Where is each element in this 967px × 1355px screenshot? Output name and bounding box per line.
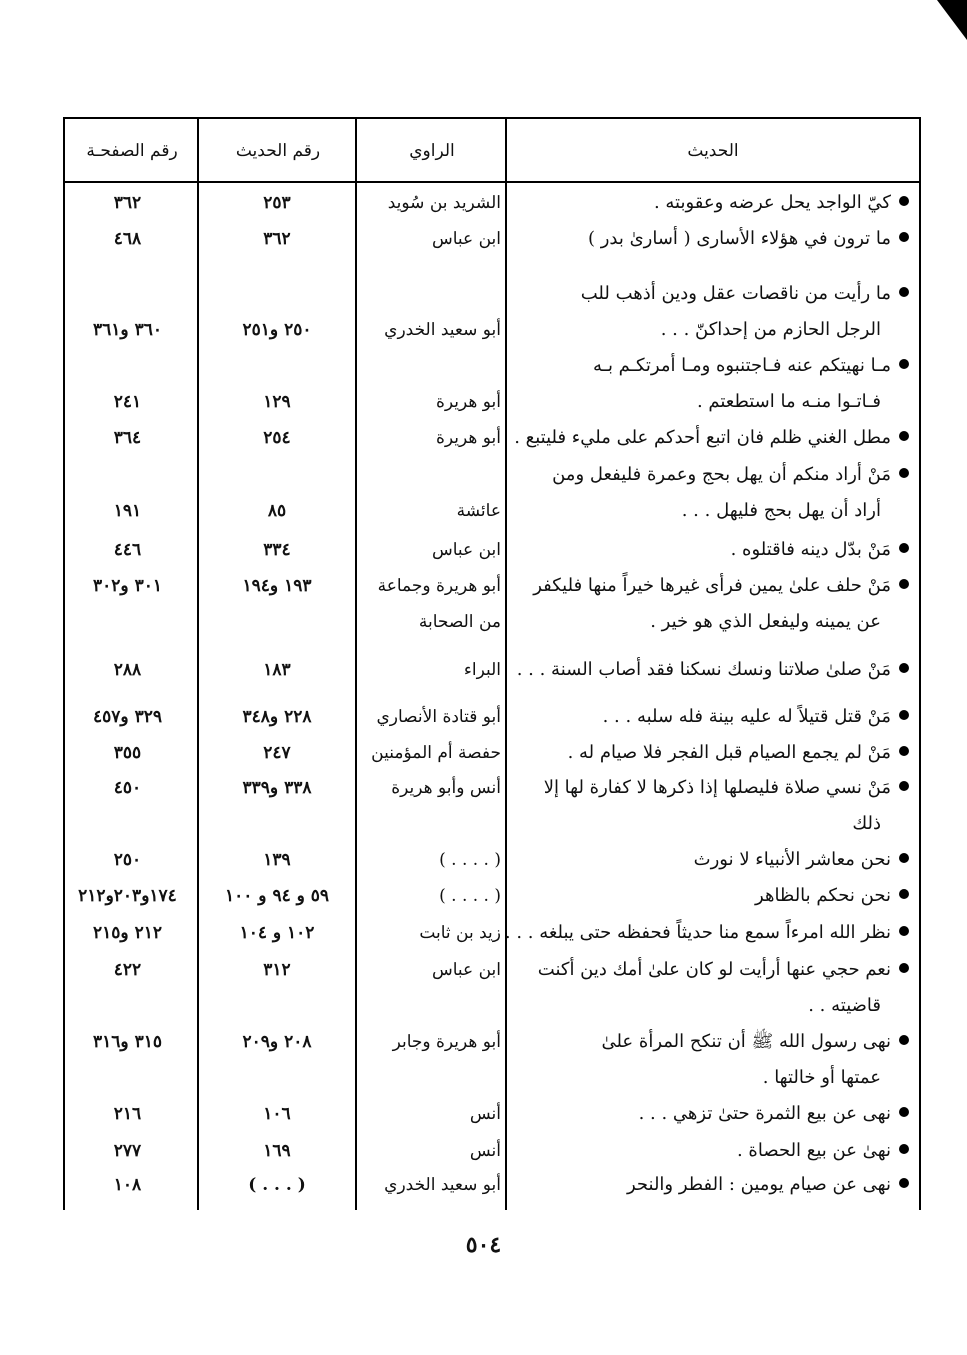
bullet-icon bbox=[899, 963, 909, 973]
narrator-line: أبو سعيد الخدري bbox=[384, 1175, 501, 1195]
hadith-number: ٢٥٠ و٢٥١ bbox=[242, 320, 312, 340]
hadith-text bbox=[514, 878, 909, 914]
bullet-icon bbox=[899, 543, 909, 553]
hadith-line bbox=[514, 1096, 909, 1132]
hadith-text bbox=[514, 221, 909, 257]
hadith-number: ٢٠٨ و٢٠٩ bbox=[242, 1032, 312, 1052]
narrator bbox=[361, 652, 501, 688]
narrator-line: الشريد بن سُويد bbox=[387, 193, 501, 213]
hadith-line-text: نحن معاشر الأنبياء لا نورث bbox=[693, 849, 891, 870]
narrator bbox=[361, 312, 501, 348]
narrator-line: أبو هريرة bbox=[435, 392, 501, 412]
hadith-line bbox=[514, 770, 909, 806]
page-reference: ٢٥٠ bbox=[113, 850, 142, 870]
narrator-line: ابن عباس bbox=[431, 540, 501, 560]
hadith-line-text: الرجل الحازم من إحداكنّ . . . bbox=[660, 319, 881, 340]
hadith-line-text: نحن نحكم بالظاهر bbox=[755, 885, 891, 906]
hadith-line-text: ما ترون في هؤلاء الأسارى ( أسارىٰ بدر ) bbox=[587, 228, 891, 249]
hadith-line-text: ذلك bbox=[852, 813, 881, 834]
narrator-line: ( . . . . ) bbox=[439, 850, 501, 870]
hadith-text bbox=[514, 568, 909, 640]
hadith-line bbox=[514, 842, 909, 878]
hadith-text bbox=[514, 276, 909, 348]
hadith-number: ٣١٢ bbox=[263, 960, 291, 980]
hadith-text bbox=[514, 1167, 909, 1203]
hadith-text bbox=[514, 842, 909, 878]
narrator bbox=[361, 770, 501, 806]
bullet-icon bbox=[899, 663, 909, 673]
narrator bbox=[361, 735, 501, 771]
hadith-line bbox=[514, 1167, 909, 1203]
page-reference: ٢٤١ bbox=[113, 392, 142, 412]
narrator-line: ( . . . . ) bbox=[439, 886, 501, 906]
bullet-icon bbox=[899, 710, 909, 720]
hadith-line bbox=[514, 493, 909, 529]
hadith-text bbox=[514, 348, 909, 420]
hadith-number: ١٠٦ bbox=[263, 1104, 291, 1124]
bullet-icon bbox=[899, 1178, 909, 1188]
bullet-icon bbox=[899, 889, 909, 899]
hadith-text bbox=[514, 457, 909, 529]
narrator bbox=[361, 699, 501, 735]
page-number: ٥٠٤ bbox=[465, 1232, 502, 1258]
narrator bbox=[361, 1096, 501, 1132]
hadith-line bbox=[514, 1133, 909, 1169]
narrator-line: أبو سعيد الخدري bbox=[384, 320, 501, 340]
hadith-number: ١٢٩ bbox=[263, 392, 291, 412]
header-page-number: رقم الصفحـة bbox=[86, 141, 178, 161]
narrator-line: أبو هريرة وجماعة bbox=[377, 576, 501, 596]
hadith-text bbox=[514, 699, 909, 735]
hadith-line-text: فـاتـوا منـه ما استطعتم . bbox=[696, 391, 881, 412]
hadith-text bbox=[514, 952, 909, 1024]
hadith-line bbox=[514, 532, 909, 568]
narrator-line: أنس وأبو هريرة bbox=[391, 778, 501, 798]
hadith-text bbox=[514, 1024, 909, 1096]
page-reference: ٣٢٩ و٤٥٧ bbox=[93, 707, 162, 727]
bullet-icon bbox=[899, 1107, 909, 1117]
hadith-line bbox=[514, 699, 909, 735]
bullet-icon bbox=[899, 1144, 909, 1154]
narrator bbox=[361, 532, 501, 568]
narrator bbox=[361, 1024, 501, 1060]
column-divider bbox=[505, 119, 507, 1210]
bullet-icon bbox=[899, 287, 909, 297]
bullet-icon bbox=[899, 431, 909, 441]
hadith-line bbox=[514, 420, 909, 456]
hadith-text bbox=[504, 915, 909, 951]
hadith-line bbox=[514, 952, 909, 988]
hadith-line-text: مَنْ لم يجمع الصيام قبل الفجر فلا صيام له . bbox=[567, 742, 891, 763]
hadith-number: ١٠٢ و ١٠٤ bbox=[239, 923, 315, 943]
hadith-line-text: مَنْ قتل قتيلاً له عليه بينة فله سلبه . . . bbox=[602, 706, 891, 727]
hadith-line bbox=[514, 276, 909, 312]
narrator bbox=[361, 420, 501, 456]
hadith-line-text: كيّ الواجد يحل عرضه وعقوبته . bbox=[653, 192, 891, 213]
hadith-line-text: مَنْ أراد منكم أن يهل بحج وعمرة فليفعل ومن bbox=[552, 464, 891, 485]
hadith-line bbox=[514, 312, 909, 348]
hadith-line-text: نهى عن صيام يومين : الفطر والنحر bbox=[626, 1174, 891, 1195]
bullet-icon bbox=[899, 196, 909, 206]
page-reference: ٣٦٢ bbox=[113, 193, 142, 213]
hadith-number: ١٨٣ bbox=[263, 660, 291, 680]
page-reference: ٣٦٠ و٣٦١ bbox=[93, 320, 162, 340]
hadith-line-text: عن يمينه وليفعل الذي هو خير . bbox=[650, 611, 881, 632]
header-hadith: الحديث bbox=[687, 141, 739, 161]
hadith-line bbox=[514, 604, 909, 640]
narrator-line: ابن عباس bbox=[431, 229, 501, 249]
hadith-number: ٢٢٨ و٣٤٨ bbox=[242, 707, 312, 727]
narrator bbox=[361, 1167, 501, 1203]
hadith-line-text: عمتها أو خالتها . bbox=[762, 1067, 881, 1088]
page-reference: ٣٥٥ bbox=[113, 743, 142, 763]
hadith-line-text: مطل الغني ظلم فان اتبع أحدكم على مليء فليتبع . bbox=[514, 427, 891, 448]
hadith-line-text: نظر الله امرءاً سمع منا حديثاً فحفظه حتى يبلغه . . . bbox=[504, 922, 891, 943]
hadith-line bbox=[514, 221, 909, 257]
hadith-line bbox=[504, 915, 909, 951]
hadith-text bbox=[514, 770, 909, 842]
narrator-line: البراء bbox=[463, 660, 501, 680]
hadith-number: ٣٦٢ bbox=[263, 229, 291, 249]
hadith-line-text: ما رأيت من ناقصات عقل ودين أذهب للب bbox=[580, 283, 891, 304]
corner-mark bbox=[937, 0, 967, 40]
page-reference: ٣٦٤ bbox=[113, 428, 142, 448]
bullet-icon bbox=[899, 468, 909, 478]
hadith-number: ٣٣٤ bbox=[263, 540, 291, 560]
hadith-text bbox=[514, 652, 909, 688]
narrator-line: أبو هريرة bbox=[435, 428, 501, 448]
hadith-number: ٢٥٣ bbox=[263, 193, 291, 213]
narrator bbox=[361, 568, 501, 640]
page-reference: ٣٠١ و٣٠٢ bbox=[93, 576, 162, 596]
narrator-line: من الصحابة bbox=[418, 612, 501, 632]
bullet-icon bbox=[899, 926, 909, 936]
page-reference: ٢٧٧ bbox=[113, 1141, 142, 1161]
bullet-icon bbox=[899, 579, 909, 589]
bullet-icon bbox=[899, 853, 909, 863]
narrator bbox=[361, 185, 501, 221]
narrator bbox=[361, 915, 501, 951]
hadith-line-text: مَنْ بدّل دينه فاقتلوه . bbox=[730, 539, 891, 560]
page-reference: ٢١٦ bbox=[113, 1104, 142, 1124]
hadith-line bbox=[514, 988, 909, 1024]
hadith-text bbox=[514, 1096, 909, 1132]
narrator bbox=[361, 221, 501, 257]
page-reference: ١٧٤و٢٠٣و٢١٢ bbox=[78, 886, 177, 906]
bullet-icon bbox=[899, 746, 909, 756]
hadith-line bbox=[514, 878, 909, 914]
hadith-text bbox=[514, 185, 909, 221]
hadith-text bbox=[514, 1133, 909, 1169]
hadith-line-text: نهى رسول الله ﷺ أن تنكح المرأة علىٰ bbox=[601, 1031, 891, 1052]
page-reference: ٢١٢ و٢١٥ bbox=[93, 923, 162, 943]
bullet-icon bbox=[899, 359, 909, 369]
hadith-index-table bbox=[63, 117, 921, 1210]
hadith-line bbox=[514, 185, 909, 221]
bullet-icon bbox=[899, 1035, 909, 1045]
bullet-icon bbox=[899, 232, 909, 242]
column-divider bbox=[355, 119, 357, 1210]
header-hadith-number: رقم الحديث bbox=[235, 141, 321, 161]
narrator bbox=[361, 384, 501, 420]
hadith-line bbox=[514, 457, 909, 493]
narrator bbox=[361, 1133, 501, 1169]
hadith-line-text: نعم حجي عنها أرأيت لو كان علىٰ أمك دين أكنت bbox=[537, 959, 891, 980]
hadith-number: ١٣٩ bbox=[263, 850, 291, 870]
hadith-number: ٢٥٤ bbox=[263, 428, 291, 448]
page-reference: ٤٤٦ bbox=[113, 540, 142, 560]
hadith-line bbox=[514, 735, 909, 771]
page-reference: ٤٢٢ bbox=[113, 960, 142, 980]
hadith-line-text: أراد أن يهل بحج فليهل . . . bbox=[681, 500, 881, 521]
page-reference: ٣١٥ و٣١٦ bbox=[93, 1032, 162, 1052]
narrator bbox=[361, 952, 501, 988]
page-reference: ٢٨٨ bbox=[113, 660, 142, 680]
hadith-line-text: قاضيته . . bbox=[808, 995, 881, 1016]
column-divider bbox=[197, 119, 199, 1210]
hadith-number: ١٩٣ و١٩٤ bbox=[242, 576, 312, 596]
hadith-line bbox=[514, 348, 909, 384]
hadith-line-text: مَنْ نسي صلاة فليصلها إذا ذكرها لا كفارة لها إلا bbox=[543, 777, 891, 798]
narrator-line: أبو هريرة وجابر bbox=[392, 1032, 501, 1052]
hadith-line bbox=[514, 1024, 909, 1060]
narrator-line: ابن عباس bbox=[431, 960, 501, 980]
narrator-line: حفصة أم المؤمنين bbox=[371, 743, 501, 763]
hadith-line-text: مـا نهيتكم عنه فـاجتنبوه ومـا أمرتكـم بـه bbox=[593, 355, 891, 376]
hadith-number: ٢٤٧ bbox=[263, 743, 291, 763]
header-narrator: الراوي bbox=[409, 141, 455, 161]
hadith-number: ١٦٩ bbox=[263, 1141, 291, 1161]
narrator-line: أبو قتادة الأنصاري bbox=[376, 707, 501, 727]
narrator-line: أنس bbox=[469, 1104, 501, 1124]
hadith-text bbox=[514, 532, 909, 568]
hadith-line-text: نهى عن بيع الثمرة حتىٰ تزهي . . . bbox=[638, 1103, 891, 1124]
page-reference: ١٩١ bbox=[113, 501, 142, 521]
narrator bbox=[361, 878, 501, 914]
narrator-line: أنس bbox=[469, 1141, 501, 1161]
hadith-number: ( . . . ) bbox=[248, 1175, 306, 1195]
hadith-line bbox=[514, 806, 909, 842]
page-reference: ١٠٨ bbox=[113, 1175, 142, 1195]
narrator bbox=[361, 493, 501, 529]
page-reference: ٤٦٨ bbox=[113, 229, 142, 249]
hadith-line-text: نهىٰ عن بيع الحصاة . bbox=[736, 1140, 891, 1161]
hadith-number: ٨٥ bbox=[267, 501, 287, 521]
hadith-line-text: مَنْ صلىٰ صلاتنا ونسك نسكنا فقد أصاب السنة . . . bbox=[516, 659, 891, 680]
hadith-line-text: مَنْ حلف علىٰ يمين فرأى غيرها خيراً منها فليكفر bbox=[533, 575, 891, 596]
narrator-line: عائشة bbox=[456, 501, 501, 521]
hadith-number: ٥٩ و ٩٤ و ١٠٠ bbox=[224, 886, 330, 906]
hadith-line bbox=[514, 652, 909, 688]
hadith-text bbox=[514, 420, 909, 456]
narrator bbox=[361, 842, 501, 878]
narrator-line: زيد بن ثابت bbox=[419, 923, 501, 943]
bullet-icon bbox=[899, 781, 909, 791]
hadith-line bbox=[514, 568, 909, 604]
hadith-text bbox=[514, 735, 909, 771]
hadith-number: ٣٣٨ و٣٣٩ bbox=[242, 778, 312, 798]
page-reference: ٤٥٠ bbox=[113, 778, 142, 798]
hadith-line bbox=[514, 1060, 909, 1096]
hadith-line bbox=[514, 384, 909, 420]
